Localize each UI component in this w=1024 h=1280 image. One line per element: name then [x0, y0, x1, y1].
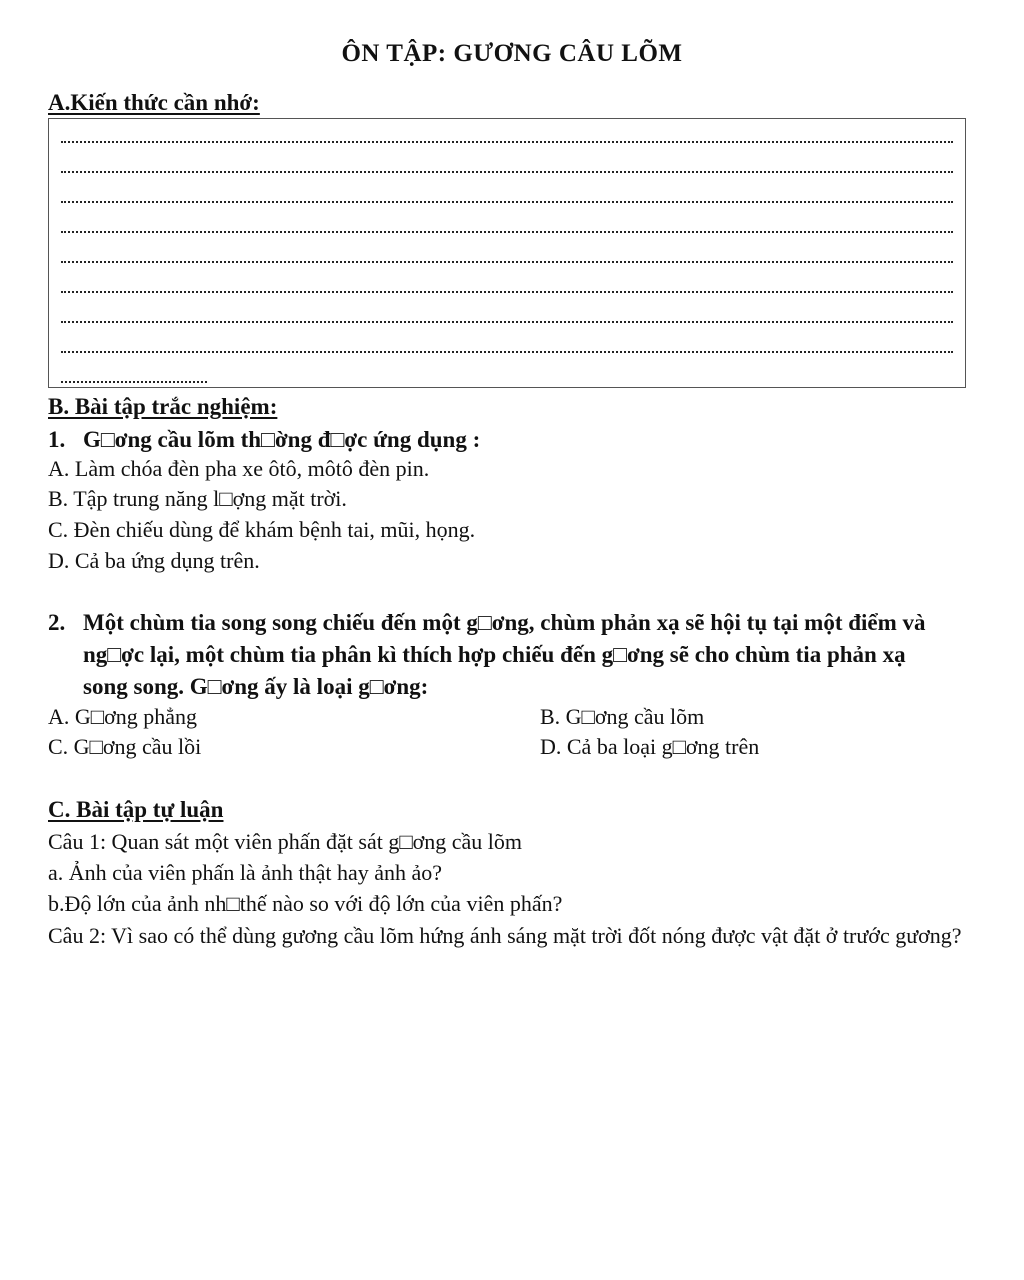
q2-option-a: A. G□ơng phẳng [48, 704, 197, 729]
q2-option-b: B. G□ơng cầu lõm [540, 704, 705, 729]
dotted-answer-line [61, 381, 207, 383]
question-number: 1. [48, 427, 66, 452]
dotted-answer-line [61, 321, 953, 323]
essay-question-1: Câu 1: Quan sát một viên phấn đặt sát g□ơng cầu lõm [48, 829, 522, 854]
question-text: Một chùm tia song song chiếu đến một g□ơng, chùm phản xạ sẽ hội tụ tại một điểm và ng□ợc lại, một chùm tia phân kì thích hợp chiếu đến g□ơng sẽ cho chùm tia phản xạ song song. G□ơng ấy là loại g□ơng: [83, 610, 926, 699]
essay-question-1a: a. Ảnh của viên phấn là ảnh thật hay ảnh ảo? [48, 860, 443, 885]
notes-box [48, 118, 966, 388]
dotted-answer-line [61, 351, 953, 353]
dotted-answer-line [61, 201, 953, 203]
essay-question-2: Câu 2: Vì sao có thể dùng gương cầu lõm hứng ánh sáng mặt trời đốt nóng được vật đặt ở trước gương? [48, 923, 962, 948]
q1-option-c: C. Đèn chiếu dùng để khám bệnh tai, mũi, họng. [48, 517, 476, 542]
dotted-answer-line [61, 291, 953, 293]
question-text: G□ơng cầu lõm th□ờng đ□ợc ứng dụng : [83, 427, 481, 452]
essay-question-1b: b.Độ lớn của ảnh nh□thế nào so với độ lớn của viên phấn? [48, 891, 563, 916]
dotted-answer-line [61, 171, 953, 173]
q1-option-d: D. Cả ba ứng dụng trên. [48, 548, 260, 573]
question-2 [48, 607, 953, 703]
dotted-answer-line [61, 261, 953, 263]
question-1 [48, 424, 953, 456]
section-b-heading: B. Bài tập trắc nghiệm: [48, 394, 278, 419]
dotted-answer-line [61, 231, 953, 233]
section-c-heading: C. Bài tập tự luận [48, 797, 224, 822]
q2-option-d: D. Cả ba loại g□ơng trên [540, 734, 760, 759]
question-number: 2. [48, 610, 66, 635]
q2-option-c: C. G□ơng cầu lồi [48, 734, 202, 759]
q1-option-a: A. Làm chóa đèn pha xe ôtô, môtô đèn pin. [48, 456, 430, 481]
section-a-heading: A.Kiến thức cần nhớ: [48, 90, 260, 115]
dotted-answer-line [61, 141, 953, 143]
page-title: ÔN TẬP: GƯƠNG CÂU LÕM [341, 40, 683, 67]
q1-option-b: B. Tập trung năng l□ợng mặt trời. [48, 486, 347, 511]
